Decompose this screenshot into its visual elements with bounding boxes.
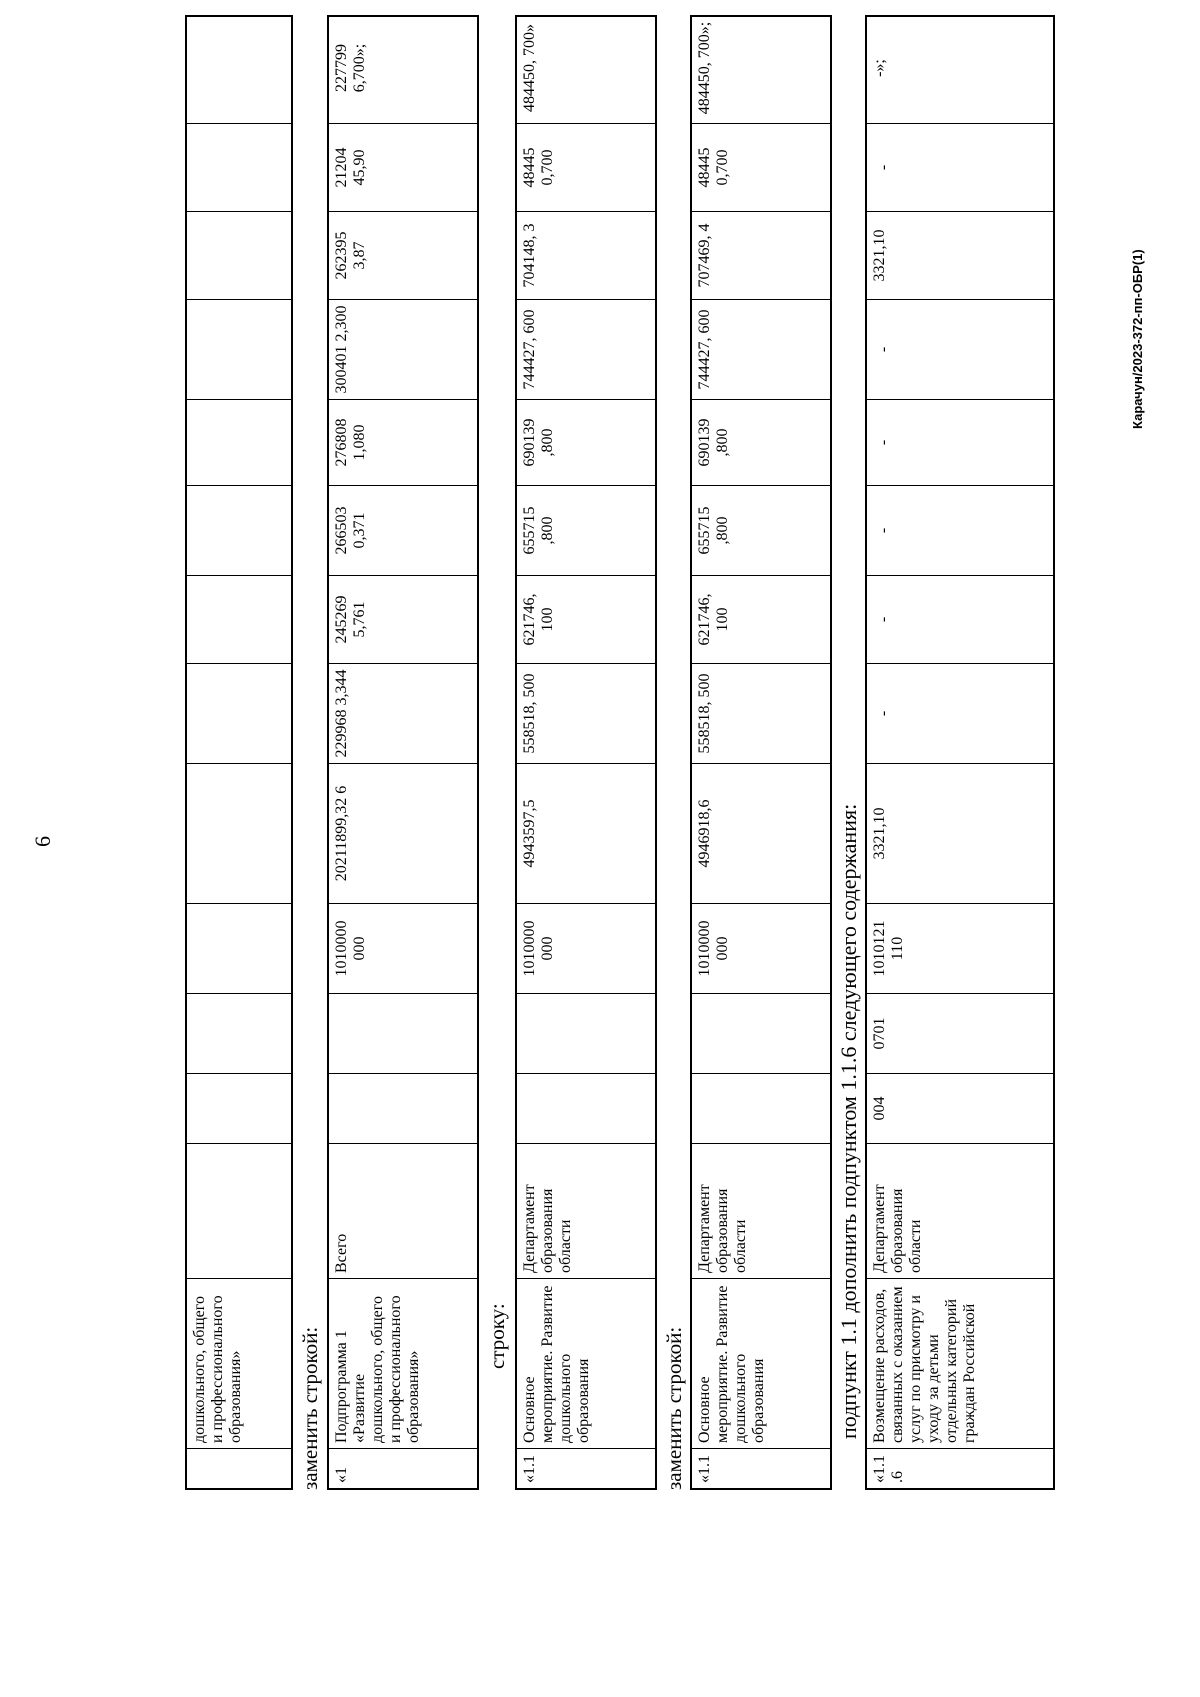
- table-4-cell-6: 3321,10: [867, 763, 1053, 903]
- table-3-cell-10: 690139 ,800: [692, 399, 830, 485]
- table-1-cell-13: 21204 45,90: [329, 123, 477, 211]
- table-4-cell-8: -: [867, 575, 1053, 663]
- table-top-cell-12: [187, 211, 291, 299]
- table-top-cell-9: [187, 485, 291, 575]
- table-top-cell-0: [187, 1448, 291, 1488]
- table-2-cell-14: 484450, 700»: [521, 24, 538, 112]
- table-4-cell-9: -: [867, 485, 1053, 575]
- table-3-cell-2: Департамент образования области: [692, 1143, 830, 1278]
- table-4-cell-0: «1.1.6: [867, 1448, 1053, 1488]
- table-top-cell-6: [187, 763, 291, 903]
- heading-addendum: подпункт 1.1 дополнить подпунктом 1.1.6 следующего содержания:: [836, 803, 861, 1439]
- table-3-cell-1: Основное мероприятие. Развитие дошкольного образования: [692, 1278, 830, 1448]
- table-top-cell-1: дошкольного, общего и профессионального образования»: [187, 1278, 291, 1448]
- table-top-cell-7: [187, 663, 291, 763]
- table-main-activity-old: [515, 15, 657, 1490]
- table-1-cell-1: Подпрограмма 1 «Развитие дошкольного, общего и профессионального образования»: [329, 1278, 477, 1448]
- table-2-cell-11: 744427, 600: [517, 299, 655, 399]
- table-3-cell-9: 655715 ,800: [692, 485, 830, 575]
- table-2-cell-12: 704148, 3: [517, 211, 655, 299]
- table-top-cell-10: [187, 399, 291, 485]
- heading-replace-1: заменить строкой:: [298, 1326, 322, 1490]
- table-2-cell-4: [517, 993, 655, 1073]
- table-4-cell-14: -»;: [871, 59, 888, 77]
- table-1-cell-10: 276808 1,080: [329, 399, 477, 485]
- table-4-cell-3: 004: [867, 1073, 1053, 1143]
- table-1-cell-7: 229968 3,344: [329, 663, 477, 763]
- table-3-cell-13: 48445 0,700: [692, 123, 830, 211]
- table-top-cell-5: [187, 903, 291, 993]
- table-subitem-1-1-6: [865, 15, 1055, 1490]
- table-3-cell-4: [692, 993, 830, 1073]
- table-top-cell-4: [187, 993, 291, 1073]
- page-number: 6: [30, 836, 55, 847]
- table-4-cell-7: -: [867, 663, 1053, 763]
- table-2-cell-0: «1.1: [517, 1448, 655, 1488]
- table-1-cell-0: «1: [329, 1448, 477, 1488]
- table-top-cell-2: [187, 1143, 291, 1278]
- table-2-cell-8: 621746, 100: [517, 575, 655, 663]
- table-2-cell-5: 1010000 000: [517, 903, 655, 993]
- table-2-cell-6: 4943597,5: [517, 763, 655, 903]
- table-3-cell-12: 707469, 4: [692, 211, 830, 299]
- table-4-cell-4: 0701: [867, 993, 1053, 1073]
- table-1-cell-9: 266503 0,371: [329, 485, 477, 575]
- table-3-cell-11: 744427, 600: [692, 299, 830, 399]
- table-subprogram-1: [327, 15, 479, 1490]
- table-1-cell-3: [329, 1073, 477, 1143]
- table-2-cell-7: 558518, 500: [517, 663, 655, 763]
- table-1-cell-4: [329, 993, 477, 1073]
- table-2-cell-1: Основное мероприятие. Развитие дошкольного образования: [517, 1278, 655, 1448]
- heading-replace-2: заменить строкой:: [662, 1326, 686, 1490]
- table-4-cell-2: Департамент образования области: [867, 1143, 1053, 1278]
- table-2-cell-10: 690139 ,800: [517, 399, 655, 485]
- table-top-cell-8: [187, 575, 291, 663]
- table-3-cell-7: 558518, 500: [692, 663, 830, 763]
- table-3-cell-5: 1010000 000: [692, 903, 830, 993]
- table-2-cell-9: 655715 ,800: [517, 485, 655, 575]
- table-top-cell-13: [187, 123, 291, 211]
- table-4-cell-11: -: [867, 299, 1053, 399]
- table-3-cell-14: 484450, 700»;: [696, 21, 713, 115]
- table-main-activity-new: [690, 15, 832, 1490]
- table-3-cell-3: [692, 1073, 830, 1143]
- table-top-cell-14: [187, 13, 291, 123]
- table-2-cell-13: 48445 0,700: [517, 123, 655, 211]
- table-1-cell-12: 262395 3,87: [329, 211, 477, 299]
- table-1-cell-11: 300401 2,300: [329, 299, 477, 399]
- table-2-cell-3: [517, 1073, 655, 1143]
- table-1-cell-2: Всего: [329, 1143, 477, 1278]
- table-4-cell-12: 3321,10: [867, 211, 1053, 299]
- footer-doc-code: Карачун/2023-372-пп-ОБР(1): [1130, 249, 1145, 429]
- heading-row-line: строку:: [485, 1303, 509, 1369]
- table-4-cell-5: 1010121 110: [867, 903, 1053, 993]
- table-1-cell-6: 20211899,32 6: [329, 763, 477, 903]
- table-3-cell-6: 4946918,6: [692, 763, 830, 903]
- table-1-cell-8: 245269 5,761: [329, 575, 477, 663]
- table-top-continuation: [185, 15, 293, 1490]
- table-top-cell-3: [187, 1073, 291, 1143]
- table-2-cell-2: Департамент образования области: [517, 1143, 655, 1278]
- table-1-cell-5: 1010000 000: [329, 903, 477, 993]
- table-4-cell-13: -: [867, 123, 1053, 211]
- table-4-cell-10: -: [867, 399, 1053, 485]
- table-3-cell-8: 621746, 100: [692, 575, 830, 663]
- table-4-cell-1: Возмещение расходов, связанных с оказанием услуг по присмотру и уходу за детьми отдельных категорий граждан Российской: [867, 1278, 1053, 1448]
- table-1-cell-14: 227799 6,700»;: [333, 43, 368, 93]
- table-top-cell-11: [187, 299, 291, 399]
- table-3-cell-0: «1.1: [692, 1448, 830, 1488]
